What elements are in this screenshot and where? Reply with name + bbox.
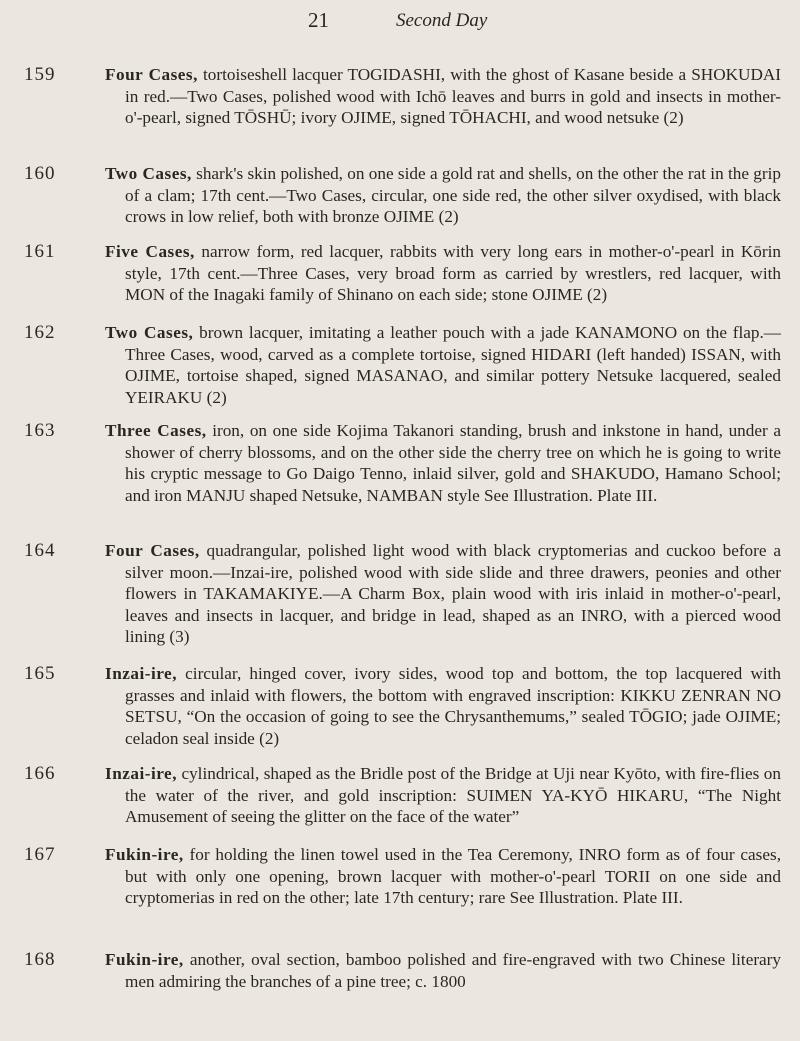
lot-lead: Two Cases, (105, 323, 194, 342)
lot-lead: Inzai-ire, (105, 664, 177, 683)
lot-text: shark's skin polished, on one side a gold rat and shells, on the other the rat in the grip of a clam; 17th cent.—Two Cases, circular, one side red, the other silver oxydised, with black crows in low relief, both with bronze OJIME (2) (125, 164, 781, 227)
lot-number: 161 (24, 241, 56, 262)
lot-description (105, 663, 781, 749)
lot-description (105, 163, 781, 228)
lot-text: cylindrical, shaped as the Bridle post of the Bridge at Uji near Kyōto, with fire-flies on the water of the river, and gold inscription: SUIMEN YA-KYŌ HIKARU, “The Night Amusement of seeing the glitter on the face of the water” (125, 764, 781, 827)
lot-description (105, 844, 781, 909)
lot-description (105, 540, 781, 648)
lot-text: narrow form, red lacquer, rabbits with very long ears in mother-o'-pearl in Kōrin style, 17th cent.—Three Cases, very broad form as carried by wrestlers, red lacquer, with MON of the Inagaki family of Shinano on each side; stone OJIME (2) (125, 242, 781, 305)
lot-description (105, 763, 781, 828)
lot-number: 162 (24, 322, 56, 343)
lot-description (105, 322, 781, 408)
lot-lead: Two Cases, (105, 164, 192, 183)
lot-number: 165 (24, 663, 56, 684)
lot-text: brown lacquer, imitating a leather pouch with a jade KANAMONO on the flap.—Three Cases, wood, carved as a complete tortoise, signed HIDARI (left handed) ISSAN, with OJIME, tortoise shaped, signed MASANAO, and similar pottery Netsuke lacquered, sealed YEIRAKU (2) (125, 323, 781, 407)
lot-number: 167 (24, 844, 56, 865)
page-number: 21 (308, 8, 329, 32)
lot-description (105, 420, 781, 506)
lot-lead: Inzai-ire, (105, 764, 177, 783)
lot-lead: Four Cases, (105, 541, 200, 560)
lot-text: for holding the linen towel used in the Tea Ceremony, INRO form as of four cases, but with only one opening, brown lacquer with mother-o'-pearl TORII on one side and cryptomerias in red on the other; late 17th century; rare See Illustration. Plate III. (125, 845, 781, 908)
lot-text: circular, hinged cover, ivory sides, wood top and bottom, the top lacquered with grasses and inlaid with flowers, the bottom with engraved inscription: KIKKU ZENRAN NO SETSU, “On the occasion of going to see the Chrysanthemums,” sealed TŌGIO; jade OJIME; celadon seal inside (2) (125, 664, 781, 748)
running-title: Second Day (396, 10, 488, 31)
lot-number: 159 (24, 64, 56, 85)
lot-number: 164 (24, 540, 56, 561)
lot-description (105, 241, 781, 306)
lot-lead: Five Cases, (105, 242, 195, 261)
lot-number: 160 (24, 163, 56, 184)
lot-number: 166 (24, 763, 56, 784)
lot-lead: Fukin-ire, (105, 950, 184, 969)
lot-text: another, oval section, bamboo polished and fire-engraved with two Chinese literary men admiring the branches of a pine tree; c. 1800 (125, 950, 781, 991)
lot-description (105, 949, 781, 992)
lot-number: 163 (24, 420, 56, 441)
lot-lead: Four Cases, (105, 65, 198, 84)
lot-number: 168 (24, 949, 56, 970)
lot-description (105, 64, 781, 129)
page-header (0, 6, 800, 32)
lot-text: quadrangular, polished light wood with black cryptomerias and cuckoo before a silver moon.—Inzai-ire, polished wood with side slide and three drawers, peonies and other flowers in TAKAMAKIYE.—A Charm Box, plain wood with iris inlaid in mother-o'-pearl, leaves and insects in lacquer, and bridge in lead, shaped as an INRO, with a pierced wood lining (3) (125, 541, 781, 647)
lot-text: tortoiseshell lacquer TOGIDASHI, with the ghost of Kasane beside a SHOKUDAI in red.—Two Cases, polished wood with Ichō leaves and burrs in gold and insects in mother-o'-pearl, signed TŌSHŪ; ivory OJIME, signed TŌHACHI, and wood netsuke (2) (125, 65, 782, 128)
lot-lead: Three Cases, (105, 421, 207, 440)
lot-text: iron, on one side Kojima Takanori standing, brush and inkstone in hand, under a shower of cherry blossoms, and on the other side the cherry tree on which he is going to write his cryptic message to Go Daigo Tenno, inlaid silver, gold and SHAKUDO, Hamano School; and iron MANJU shaped Netsuke, NAMBAN style See Illustration. Plate III. (125, 421, 781, 505)
lot-lead: Fukin-ire, (105, 845, 184, 864)
